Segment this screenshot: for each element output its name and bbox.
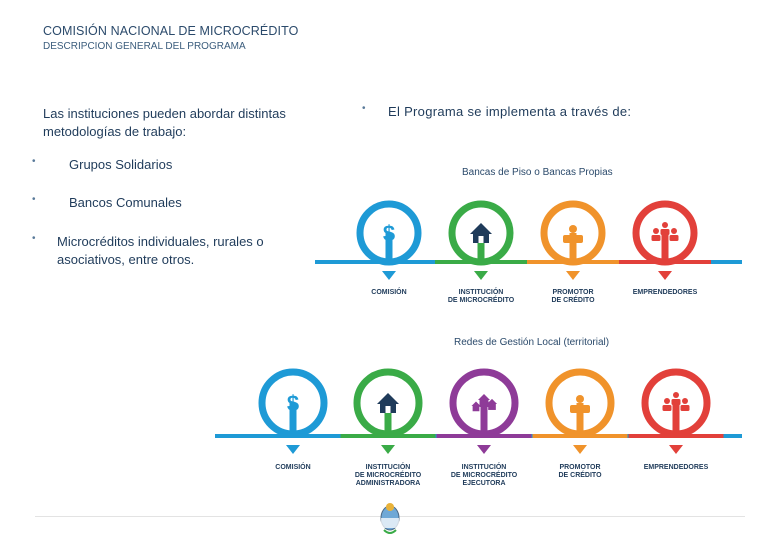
bullet-icon: • [32, 194, 36, 205]
step-label: ADMINISTRADORA [355, 480, 421, 487]
svg-text:$: $ [382, 221, 396, 246]
intro-text: Las instituciones pueden abordar distintas metodologías de trabajo: [43, 106, 286, 139]
step-label: INSTITUCIÓN [365, 464, 411, 471]
svg-text:$: $ [286, 391, 300, 416]
down-arrow-icon [477, 445, 491, 454]
bullet-icon: • [362, 103, 366, 114]
list-item-label: Grupos Solidarios [69, 157, 173, 172]
process-step [341, 372, 436, 487]
step-label: EMPRENDEDORES [643, 464, 709, 471]
process-step [437, 372, 532, 487]
escudo-nacional-icon [378, 502, 402, 534]
timeline-segment [341, 434, 436, 438]
page-title: COMISIÓN NACIONAL DE MICROCRÉDITO [43, 24, 299, 38]
list-item-label: Bancos Comunales [69, 195, 182, 210]
step-label: DE MICROCRÉDITO [450, 472, 518, 479]
step-label: INSTITUCIÓN [458, 289, 504, 296]
step-label: DE MICROCRÉDITO [447, 297, 515, 304]
down-arrow-icon [669, 445, 683, 454]
step-label: DE CRÉDITO [551, 297, 595, 304]
step-label: EJECUTORA [462, 480, 506, 487]
step-label: EMPRENDEDORES [632, 289, 698, 296]
diagram-caption: Bancas de Piso o Bancas Propias [462, 167, 613, 178]
process-step [533, 372, 628, 479]
step-label: DE MICROCRÉDITO [354, 472, 422, 479]
step-label: DE CRÉDITO [558, 472, 602, 479]
step-label: COMISIÓN [275, 464, 311, 471]
down-arrow-icon [573, 445, 587, 454]
step-label: INSTITUCIÓN [461, 464, 507, 471]
timeline-segment [246, 434, 341, 438]
dollar-icon [287, 391, 299, 416]
down-arrow-icon [286, 445, 300, 454]
bullet-icon: • [32, 156, 36, 167]
step-stem [481, 403, 488, 436]
bullet-icon: • [32, 233, 36, 244]
timeline-segment [533, 434, 628, 438]
timeline-segment [437, 434, 532, 438]
process-step [246, 372, 341, 471]
step-label: PROMOTOR [552, 289, 594, 296]
step-label: COMISIÓN [371, 289, 407, 296]
process-step [629, 372, 724, 471]
down-arrow-icon [381, 445, 395, 454]
step-stem [673, 403, 680, 436]
step-label: PROMOTOR [559, 464, 601, 471]
section-heading: El Programa se implementa a través de: [388, 104, 632, 119]
timeline-segment [629, 434, 724, 438]
page-subtitle: DESCRIPCION GENERAL DEL PROGRAMA [43, 41, 246, 52]
diagram-caption: Redes de Gestión Local (territorial) [454, 337, 610, 348]
list-item-label: Microcréditos individuales, rurales o asociativos, entre otros. [57, 234, 264, 267]
